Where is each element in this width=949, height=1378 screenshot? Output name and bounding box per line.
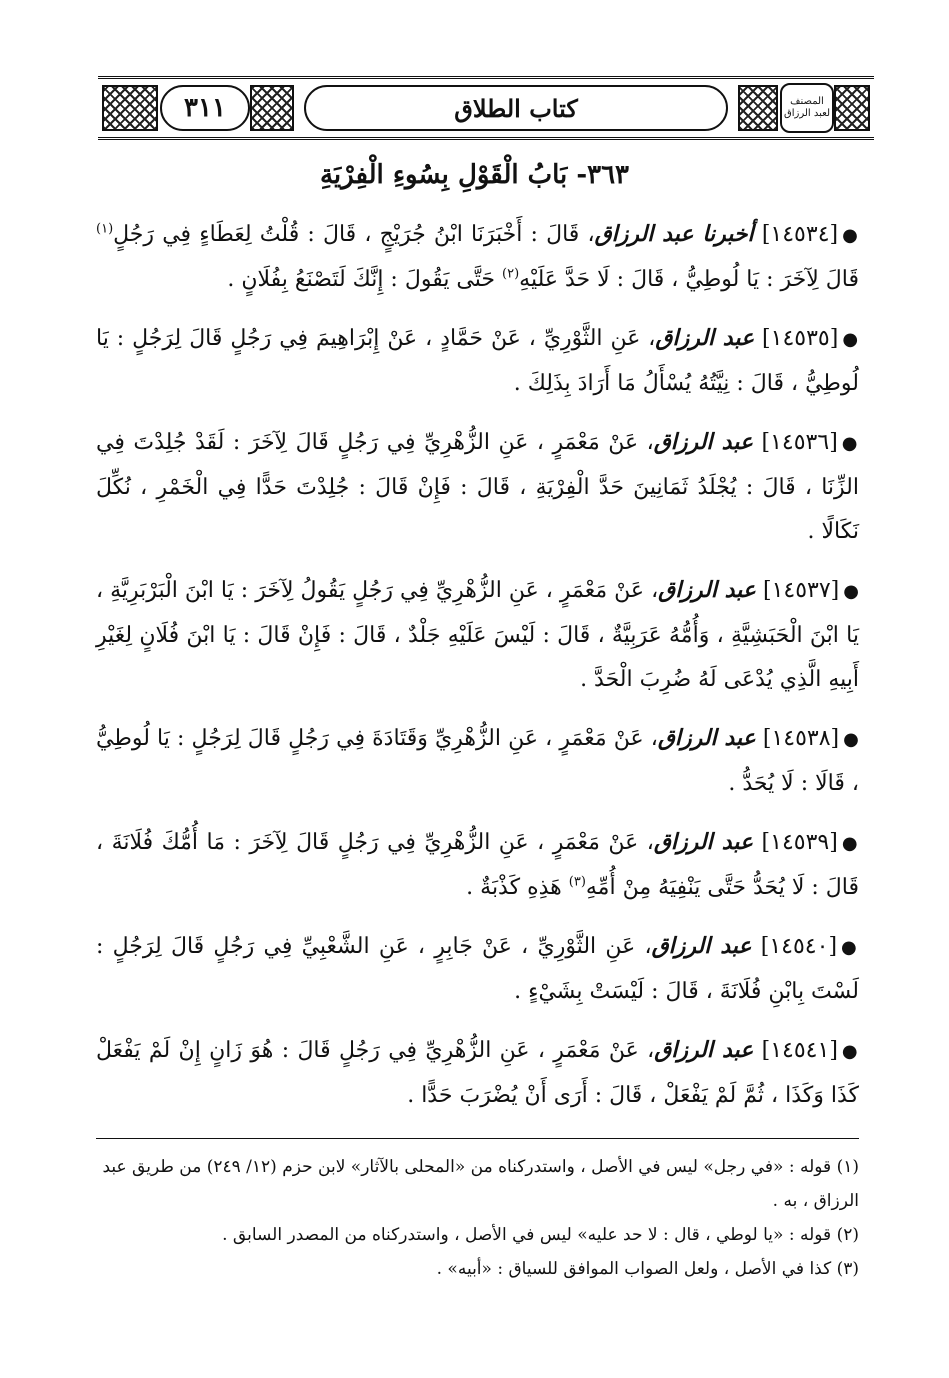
bullet-icon: ● — [842, 329, 859, 350]
hadith-entry — [96, 716, 859, 806]
logo-line-1: المصنف — [790, 96, 824, 107]
footnote-ref: (٣) — [568, 874, 586, 890]
page-number: ٣١١ — [160, 85, 250, 131]
isnad-opening: عبد الرزاق — [653, 429, 753, 455]
isnad-opening: عبد الرزاق — [655, 325, 755, 351]
hadith-entry — [96, 316, 859, 406]
bullet-icon: ● — [841, 937, 859, 958]
footnote-ref: (١) — [96, 221, 114, 237]
hadith-text: ، عَنْ مَعْمَرٍ ، عَنِ الزُّهْرِيِّ فِي رَجُلٍ قَالَ لِآخَرَ : مَا أُمُّكَ فُلَانَةَ ، قَالَ : لَا يُحَدُّ حَتَّى يَنْفِيَهُ مِنْ أُمِّهِ — [96, 830, 859, 900]
ornament-left-outer — [102, 85, 158, 131]
hadith-entry — [96, 568, 859, 702]
hadith-text: ، عَنْ مَعْمَرٍ ، عَنِ الزُّهْرِيِّ فِي رَجُلٍ قَالَ : هُوَ زَانٍ إِنْ لَمْ يَفْعَلْ كَذَا وَكَذَا ، ثُمَّ لَمْ يَفْعَلْ ، قَالَ : أَرَى أَنْ يُضْرَبَ حَدًّا . — [96, 1038, 859, 1108]
hadith-entry — [96, 212, 859, 302]
hadith-entry — [96, 820, 859, 910]
footnote: (١) قوله : «في رجل» ليس في الأصل ، واستدركناه من «المحلى بالآثار» لابن حزم (١٢/ ٢٤٩) من طريق عبد الرزاق ، به . — [102, 1157, 859, 1211]
publisher-logo — [780, 83, 834, 133]
hadith-text: ، عَنِ الثَّوْرِيِّ ، عَنْ حَمَّادٍ ، عَنْ إِبْرَاهِيمَ فِي رَجُلٍ قَالَ لِرَجُلٍ : يَا لُوطِيُّ ، قَالَ : نِيَّتُهُ يُسْأَلُ مَا أَرَادَ بِذَلِكَ . — [96, 326, 859, 396]
hadith-number: [١٤٥٣٨] — [762, 726, 840, 751]
hadith-text-end: حَتَّى يَقُولَ : إِنَّكَ لَتَصْنَعُ بِفُلَانٍ . — [227, 267, 503, 292]
hadith-entry — [96, 924, 859, 1014]
hadith-entry — [96, 420, 859, 554]
footnote-divider — [96, 1138, 859, 1139]
isnad-opening: عبد الرزاق — [658, 577, 756, 603]
footnotes — [96, 1150, 859, 1286]
isnad-opening: عبد الرزاق — [653, 829, 754, 855]
ornament-right-inner — [738, 85, 778, 131]
hadith-text-cont: قَالَ لِآخَرَ : يَا لُوطِيُّ ، قَالَ : لَا حَدَّ عَلَيْهِ — [519, 267, 859, 292]
hadith-text: ، عَنِ الثَّوْرِيِّ ، عَنْ جَابِرٍ ، عَنِ الشَّعْبِيِّ فِي رَجُلٍ قَالَ لِرَجُلٍ : لَسْتَ بِابْنِ فُلَانَةَ ، قَالَ : لَيْسَتْ بِشَيْءٍ . — [96, 934, 859, 1004]
hadith-text-end: هَذِهِ كَذْبَةٌ . — [466, 875, 569, 900]
logo-line-2: لعبد الرزاق — [783, 108, 831, 119]
isnad-opening: عبد الرزاق — [651, 933, 752, 959]
bullet-icon: ● — [843, 581, 859, 602]
ornament-right-outer — [834, 85, 870, 131]
hadith-text: ، عَنْ مَعْمَرٍ ، عَنِ الزُّهْرِيِّ فِي رَجُلٍ يَقُولُ لِآخَرَ : يَا ابْنَ الْبَرْبَرِيَّةِ ، يَا ابْنَ الْحَبَشِيَّةِ ، وَأُمُّهُ عَرَبِيَّةٌ ، قَالَ : لَيْسَ عَلَيْهِ جَلْدٌ ، قَالَ : فَإِنْ قَالَ : يَا ابْنَ فُلَانٍ لِغَيْرِ أَبِيهِ الَّذِي يُدْعَى لَهُ ضُرِبَ الْحَدَّ . — [96, 578, 859, 692]
running-header — [98, 76, 874, 140]
hadith-text: ، عَنْ مَعْمَرٍ ، عَنِ الزُّهْرِيِّ وَقَتَادَةَ فِي رَجُلٍ قَالَ لِرَجُلٍ : يَا لُوطِيُّ ، قَالَا : لَا يُحَدُّ . — [96, 726, 859, 796]
bullet-icon: ● — [842, 225, 859, 246]
hadith-number: [١٤٥٤١] — [761, 1038, 838, 1063]
book-title: كتاب الطلاق — [304, 85, 728, 131]
hadith-list — [96, 212, 859, 1132]
hadith-number: [١٤٥٣٥] — [762, 326, 839, 351]
hadith-number: [١٤٥٣٩] — [761, 830, 838, 855]
bullet-icon: ● — [841, 433, 860, 454]
hadith-number: [١٤٥٣٦] — [761, 430, 838, 455]
footnote: (٣) كذا في الأصل ، ولعل الصواب الموافق للسياق : «أبيه» . — [436, 1259, 859, 1279]
isnad-opening: أخبرنا عبد الرزاق — [594, 221, 754, 247]
hadith-text: ، عَنْ مَعْمَرٍ ، عَنِ الزُّهْرِيِّ فِي رَجُلٍ قَالَ لِآخَرَ : لَقَدْ جُلِدْتَ فِي الزِّنَا ، قَالَ : يُجْلَدُ ثَمَانِينَ حَدَّ الْفِرْيَةِ ، قَالَ : فَإِنْ قَالَ : جُلِدْتَ حَدًّا فِي الْخَمْرِ ، نُكِّلَ نَكَالًا . — [96, 430, 859, 544]
hadith-text: ، قَالَ : أَخْبَرَنَا ابْنُ جُرَيْجٍ ، قَالَ : قُلْتُ لِعَطَاءٍ فِي رَجُلٍ — [113, 222, 595, 247]
isnad-opening: عبد الرزاق — [657, 725, 756, 751]
bullet-icon: ● — [841, 1041, 859, 1062]
hadith-number: [١٤٥٣٧] — [762, 578, 840, 603]
chapter-title: ٣٦٣- بَابُ الْقَوْلِ بِسُوءِ الْفِرْيَةِ — [319, 160, 630, 190]
bullet-icon: ● — [841, 833, 860, 854]
ornament-left-inner — [250, 85, 294, 131]
hadith-entry — [96, 1028, 859, 1118]
isnad-opening: عبد الرزاق — [654, 1037, 754, 1063]
footnote: (٢) قوله : «يا لوطي ، قال : لا حد عليه» ليس في الأصل ، واستدركناه من المصدر السابق . — [222, 1225, 859, 1245]
hadith-number: [١٤٥٤٠] — [760, 934, 838, 959]
bullet-icon: ● — [843, 729, 859, 750]
footnote-ref: (٢) — [502, 266, 520, 282]
hadith-number: [١٤٥٣٤] — [761, 222, 839, 247]
